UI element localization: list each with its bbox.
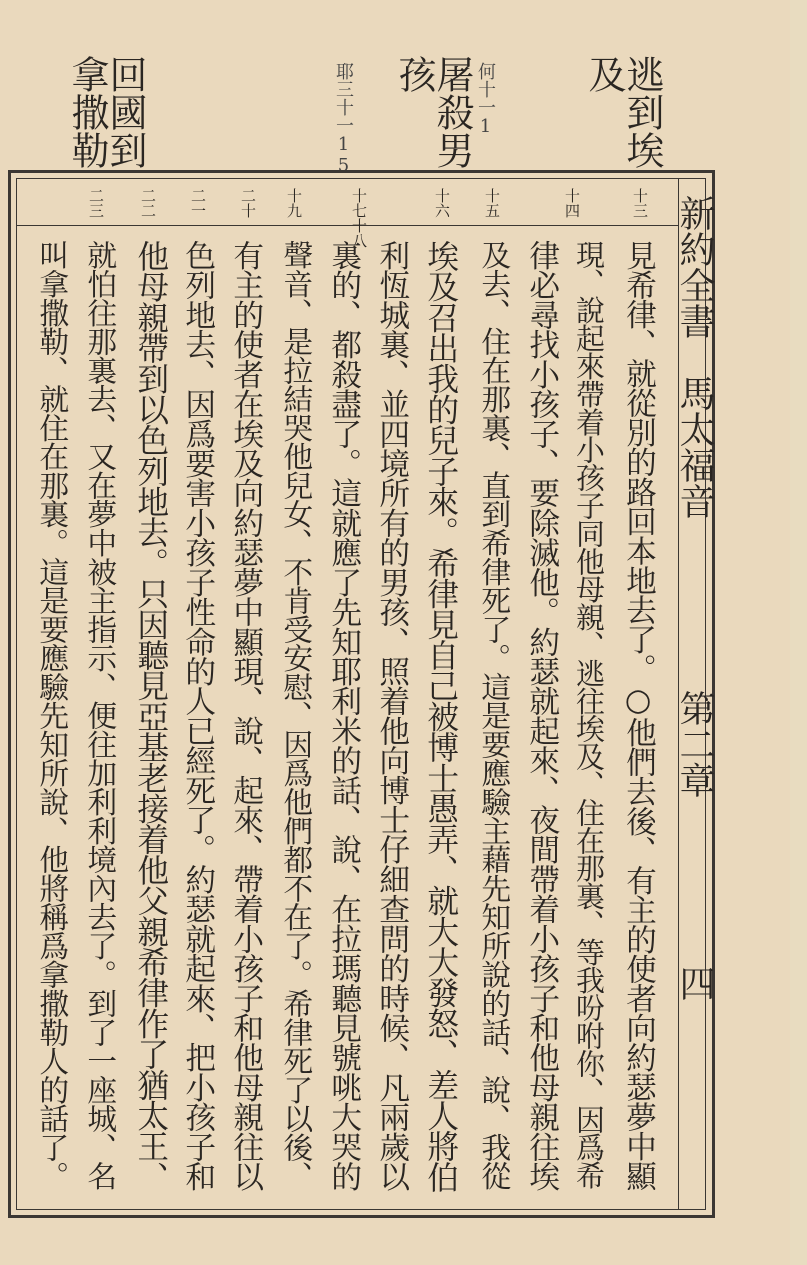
text-column: 律必尋找小孩子、要除滅他。約瑟就起來、夜間帶着小孩子和他母親往埃: [523, 240, 560, 1191]
header-ref-hosea: 何十一1: [475, 62, 496, 137]
book-title: 新約全書: [674, 195, 715, 339]
header-note-massacre: 屠殺男孩: [392, 55, 474, 169]
header-note-return-nazareth: 回國到拿撒勒: [65, 55, 147, 169]
text-column: 現、說起來帶着小孩子同他母親、逃往埃及、住在那裏、等我吩咐你、因爲希: [571, 240, 606, 1189]
verse-number: 十七十八: [350, 188, 368, 248]
text-column: 利恆城裏、並四境所有的男孩、照着他向博士仔細查問的時候、凡兩歲以: [373, 240, 410, 1191]
verse-number: 十四: [563, 188, 581, 218]
header-ref-jeremiah: 耶三十一15: [333, 62, 354, 176]
page-number: 四: [674, 965, 715, 1001]
text-column: 色列地去、因爲要害小孩子性命的人已經死了。約瑟就起來、把小孩子和: [179, 240, 216, 1191]
text-column: 及去、住在那裏、直到希律死了。這是要應驗主藉先知所說的話、說、我從: [475, 240, 511, 1190]
text-column: 叫拿撒勒、就住在那裏。這是要應驗先知所說、他將稱爲拿撒勒人的話了。: [33, 240, 69, 1190]
verse-number: 十五: [483, 188, 501, 218]
verse-number: 二二: [139, 188, 157, 218]
text-column: 埃及召出我的兒子來。希律見自己被博士愚弄、就大大發怒、差人將伯: [422, 240, 459, 1192]
verse-number: 十三: [631, 188, 649, 218]
verse-number: 十九: [285, 188, 303, 218]
verse-number: 十六: [433, 188, 451, 218]
verse-number: 二三: [87, 188, 105, 218]
verse-number: 二一: [189, 188, 207, 218]
gospel-title: 馬太福音: [674, 375, 715, 519]
chapter-title: 第二章: [674, 690, 715, 798]
text-column: 就怕往那裏去、又在夢中被主指示、便往加利利境內去了。到了一座城、名: [81, 240, 117, 1190]
header-note-flee-to-egypt: 逃到埃及: [582, 55, 664, 169]
text-column: 聲音、是拉結哭他兒女、不肯受安慰、因爲他們都不在了。希律死了以後、: [277, 240, 313, 1190]
text-column: 見希律、就從別的路回本地去了。○他們去後、有主的使者向約瑟夢中顯: [620, 240, 656, 1191]
verse-number: 二十: [239, 188, 257, 218]
text-column: 有主的使者在埃及向約瑟夢中顯現、說、起來、帶着小孩子和他母親往以: [227, 240, 264, 1191]
text-column: 裏的、都殺盡了。這就應了先知耶利米的話、說、在拉瑪聽見號咷大哭的: [325, 240, 362, 1191]
text-column: 他母親帶到以色列地去。只因聽見亞基老接着他父親希律作了猶太王、: [132, 240, 169, 1192]
